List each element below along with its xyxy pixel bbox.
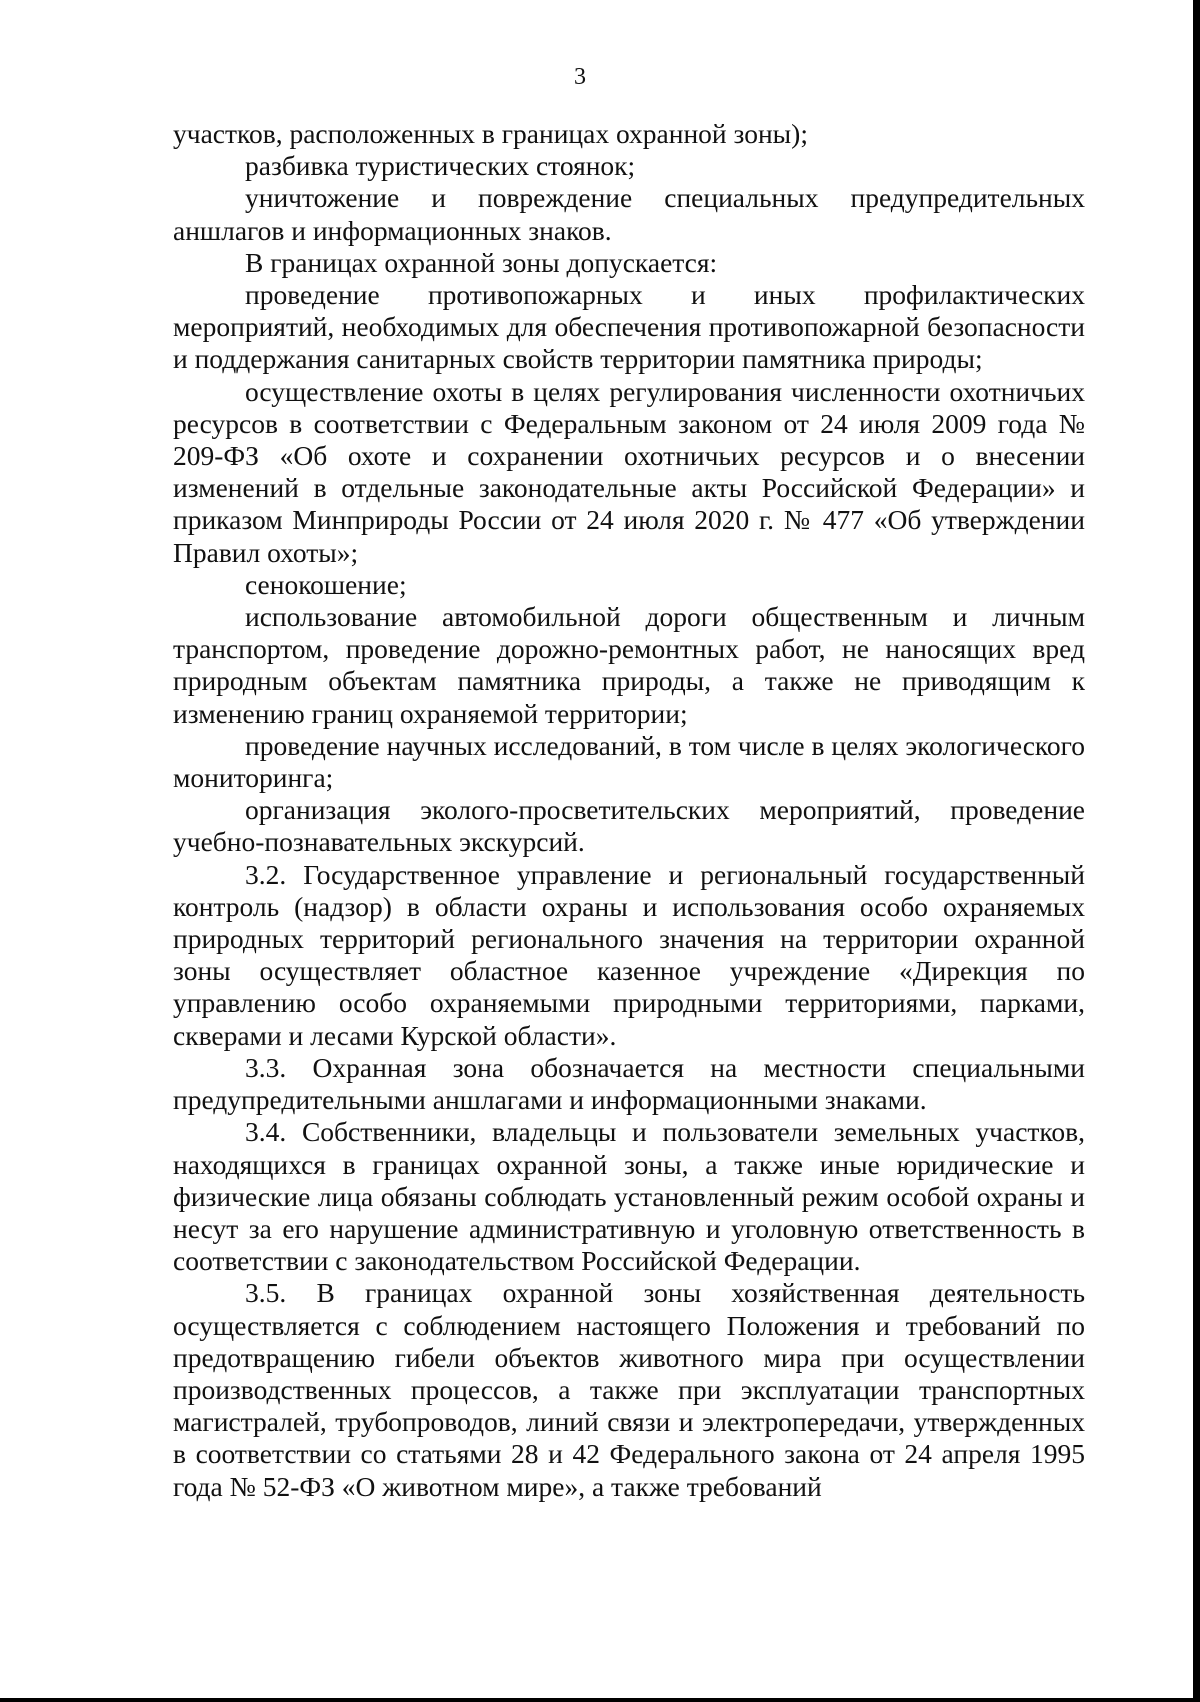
paragraph: разбивка туристических стоянок; bbox=[245, 150, 636, 182]
paragraph: осуществление охоты в целях регулирования численности охотничьих ресурсов в соответствии с Федеральным законом от 24 июля 2009 года № 209-ФЗ «Об охоте и сохранении охотничьих ресурсов и о внесении изменений в отдельные законодательные акты Российской Федерации» и приказом Минприроды России от 24 июля 2020 г. № 477 «Об утверждении Правил охоты»; bbox=[173, 375, 1085, 568]
paragraph: проведение противопожарных и иных профилактических мероприятий, необходимых для обеспечения противопожарной безопасности и поддержания санитарных свойств территории памятника природы; bbox=[173, 279, 1085, 375]
paragraph: В границах охранной зоны допускается: bbox=[245, 246, 718, 278]
paragraph-section-3-2: 3.2. Государственное управление и региональный государственный контроль (надзор) в области охраны и использования особо охраняемых природных территорий регионального значения на территории охранной зоны осуществляет областное казенное учреждение «Дирекция по управлению особо охраняемыми природными территориями, парками, скверами и лесами Курской области». bbox=[173, 858, 1085, 1051]
paragraph: уничтожение и повреждение специальных предупредительных аншлагов и информационных знаков. bbox=[173, 182, 1085, 246]
scan-edge-right bbox=[1193, 0, 1200, 1702]
paragraph-section-3-4: 3.4. Собственники, владельцы и пользователи земельных участков, находящихся в границах охранной зоны, а также иные юридические и физические лица обязаны соблюдать установленный режим особой охраны и несут за его нарушение административную и уголовную ответственность в соответствии с законодательством Российской Федерации. bbox=[173, 1116, 1085, 1277]
paragraph: проведение научных исследований, в том числе в целях экологического мониторинга; bbox=[173, 729, 1085, 794]
scan-edge-bottom bbox=[0, 1698, 1200, 1702]
paragraph-section-3-3: 3.3. Охранная зона обозначается на местности специальными предупредительными аншлагами и информационными знаками. bbox=[173, 1051, 1085, 1116]
paragraph: сенокошение; bbox=[245, 568, 407, 600]
paragraph-section-3-5: 3.5. В границах охранной зоны хозяйственная деятельность осуществляется с соблюдением настоящего Положения и требований по предотвращению гибели объектов животного мира при осуществлении производственных процессов, а также при эксплуатации транспортных магистралей, трубопроводов, линий связи и электропередачи, утвержденных в соответствии со статьями 28 и 42 Федерального закона от 24 апреля 1995 года № 52-ФЗ «О животном мире», а также требований bbox=[173, 1277, 1085, 1502]
page-number: 3 bbox=[574, 64, 586, 90]
paragraph: организация эколого-просветительских мероприятий, проведение учебно-познавательных экскурсий. bbox=[173, 794, 1085, 858]
paragraph: участков, расположенных в границах охранной зоны); bbox=[173, 118, 808, 149]
paragraph: использование автомобильной дороги общественным и личным транспортом, проведение дорожно-ремонтных работ, не наносящих вред природным объектам памятника природы, а также не приводящим к изменению границ охраняемой территории; bbox=[173, 601, 1085, 729]
document-body bbox=[173, 118, 1085, 1503]
